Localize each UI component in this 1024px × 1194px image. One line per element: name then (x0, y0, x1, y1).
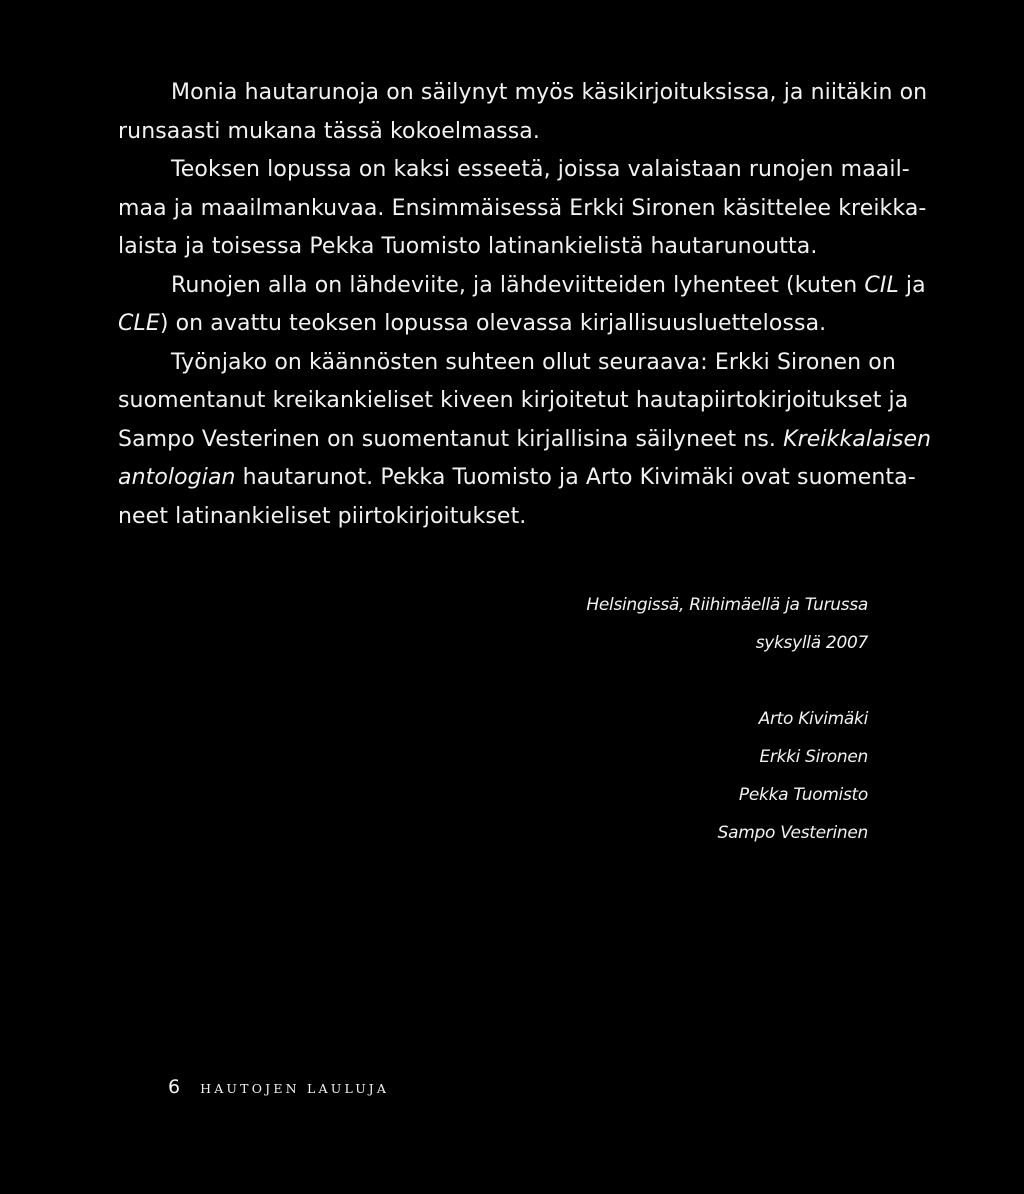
closing-spacer (586, 662, 868, 700)
running-title: HAUTOJEN LAULUJA (200, 1081, 390, 1096)
paragraph-4-line-3 (118, 421, 930, 460)
author-1: Arto Kivimäki (758, 709, 868, 729)
author-2: Erkki Sironen (759, 747, 868, 767)
page-footer (168, 1076, 389, 1098)
paragraph-3-line-2-text: ) on avattu teoksen lopussa olevassa kirjallisuusluettelossa. (159, 311, 827, 336)
paragraph-4-line-4 (118, 459, 930, 498)
title-kreikkalaisen: Kreikkalaisen (783, 426, 932, 452)
paragraph-4-line-2: suomentanut kreikankieliset kiveen kirjoitetut hautapiirtokirjoitukset ja (118, 388, 909, 413)
paragraph-2-line-3: laista ja toisessa Pekka Tuomisto latinankielistä hautarunoutta. (118, 234, 818, 259)
closing-date: syksyllä 2007 (755, 633, 868, 653)
paragraph-3-line-1-text: Runojen alla on lähdeviite, ja lähdeviitteiden lyhenteet (kuten (171, 272, 865, 298)
closing-signature (586, 586, 868, 852)
abbr-cil: CIL (864, 272, 899, 298)
paragraph-1-line-2: runsaasti mukana tässä kokoelmassa. (118, 118, 540, 144)
paragraph-3-line-1 (118, 267, 930, 306)
title-antologian: antologian (118, 465, 236, 490)
paragraph-4-line-5: neet latinankieliset piirtokirjoitukset. (118, 503, 527, 529)
abbr-cle: CLE (118, 311, 160, 336)
paragraph-4-line-4-text: hautarunot. Pekka Tuomisto ja Arto Kivimäki ovat suomenta- (235, 465, 916, 490)
paragraph-4-line-1: Työnjako on käännösten suhteen ollut seuraava: Erkki Sironen on (171, 349, 896, 375)
paragraph-3-line-1-end: ja (898, 272, 926, 298)
page-number: 6 (168, 1076, 181, 1098)
author-3: Pekka Tuomisto (738, 785, 868, 805)
closing-place: Helsingissä, Riihimäellä ja Turussa (586, 595, 868, 615)
paragraph-1-line-1: Monia hautarunoja on säilynyt myös käsikirjoituksissa, ja niitäkin on (171, 80, 928, 105)
body-text (118, 74, 930, 536)
paragraph-2-line-2: maa ja maailmankuvaa. Ensimmäisessä Erkki Sironen käsittelee kreikka- (118, 195, 927, 221)
paragraph-3-line-2 (118, 305, 930, 344)
author-4: Sampo Vesterinen (717, 823, 868, 843)
paragraph-2-line-1: Teoksen lopussa on kaksi esseetä, joissa valaistaan runojen maail- (171, 157, 910, 182)
paragraph-4-line-3-text: Sampo Vesterinen on suomentanut kirjallisina säilyneet ns. (118, 426, 784, 452)
